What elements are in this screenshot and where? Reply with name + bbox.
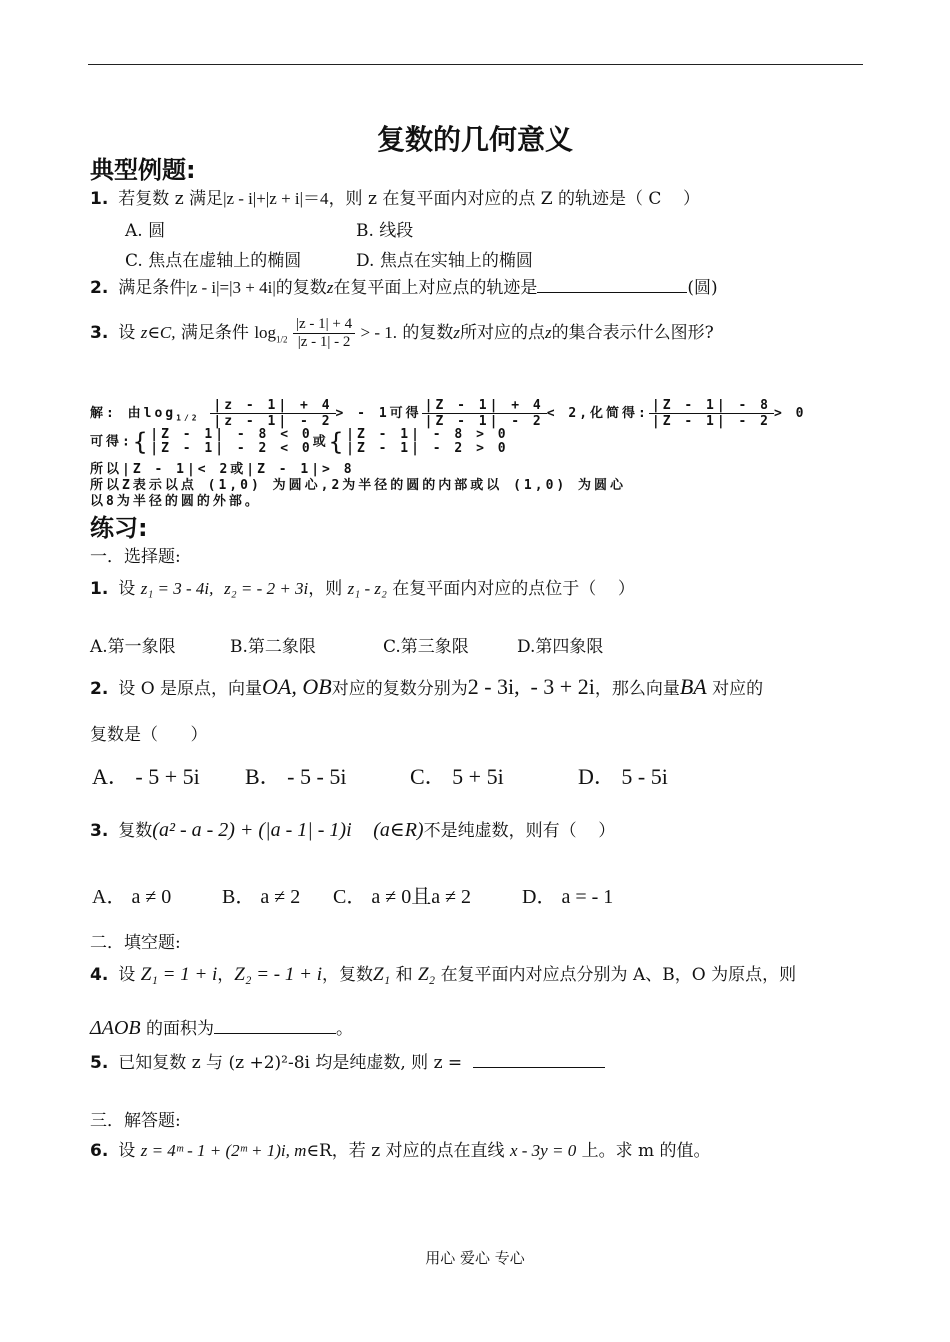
section-choice: 一．选择题: [90,547,181,567]
q-text: 满足条件 [180,323,249,343]
q-text: ，复数 [321,965,373,985]
q-expr: z = 4ᵐ - 1 + (2ᵐ + 1)i, m∈ [140,1141,319,1160]
page-footer: 用心 爱心 专心 [425,1249,525,1267]
q-expr: (a² - a - 2) + (|a - 1| - 1)i [152,819,352,841]
practice-q4 [90,960,796,986]
q-text: 设 O 是原点，向量 [118,679,263,699]
vector-oa-ob: OA, OB [262,674,332,699]
q-number: 1. [90,189,109,209]
option-b: B． - 5 - 5i [245,764,347,789]
fraction [293,316,355,351]
option-b: B.第二象限 [230,637,316,657]
option-a: A. 圆 [125,221,166,241]
practice-q6 [90,1136,711,1161]
q-text: 的复数 [275,278,327,298]
q-expr: 2 - 3i, [467,674,520,699]
page-title: 复数的几何意义 [376,123,573,156]
q-text: 不是纯虚数，则有（ [423,821,577,841]
denominator: |z - 1| - 2 [297,334,351,350]
q-number: 6. [90,1141,109,1161]
q-text: 设 [118,579,136,599]
q-cond: (a∈R) [373,819,424,841]
q-text: ） [617,579,635,599]
q-text: ，则 z 在复平面内对应的点 Z 的轨迹是（ [328,189,643,209]
fraction [210,398,335,429]
solution-line-5: 以8为半径的圆的外部。 [90,494,261,509]
solution-line-1 [90,398,806,429]
sol-text: 解: 由log [90,406,177,421]
sol-text: < 2,化简得: [546,406,649,421]
q-text: 复数 [118,821,153,841]
q-text: 对应的复数分别为 [331,679,468,699]
q-text: 满足条件 [118,278,187,298]
solution-line-2 [90,428,509,456]
q-expr: z₂ = - 2 + 3i [224,579,309,598]
q-expr: x - 3y = 0 [509,1141,577,1160]
q-text: 上。求 m 的值。 [581,1141,711,1161]
q-text: 若复数 z 满足 [118,189,224,209]
q-number: 2. [90,679,109,699]
system-1 [150,428,312,456]
q-text: 在复平面内对应的点位于（ [392,579,597,599]
option-c: C． a ≠ 0且a ≠ 2 [333,886,472,908]
option-b: B． a ≠ 2 [222,886,301,908]
practice-q1 [90,574,635,599]
q-var: R [318,1141,332,1161]
q-text: 复数是（ [90,725,158,745]
denominator: |Z - 1| - 2 [424,414,544,429]
solution-line-3: 所以|Z - 1|< 2或|Z - 1|> 8 [90,462,355,477]
option-d: D． a = - 1 [522,886,614,908]
q-number: 3. [90,323,109,343]
option-c: C.第三象限 [383,637,469,657]
q-var: z [453,323,461,342]
q-expr: |z - i|+|z + i|＝4 [223,189,329,208]
q-text: 已知复数 z 与 (z +2)²-8i 均是纯虚数, 则 z = [118,1053,463,1073]
q-text: 设 [118,323,136,343]
q-text: 设 [118,1141,136,1161]
q-text: 。 [336,1019,354,1039]
solution-line-4: 所以Z表示以点 (1,0) 为圆心,2为半径的圆的内部或以 (1,0) 为圆心 [90,478,627,493]
system-row: |Z - 1| - 2 > 0 [346,441,509,456]
q-var: z [545,323,552,342]
brace: { [328,428,347,456]
section-examples: 典型例题: [90,156,196,184]
q-expr: Z₁ = 1 + i [140,964,218,985]
system-row: |Z - 1| - 2 < 0 [150,441,313,456]
q-answer: C [648,189,662,209]
option-c: C． 5 + 5i [410,764,504,789]
q-expr: z₁ - z₂ [347,579,387,598]
option-d: D. 焦点在实轴上的椭圆 [356,251,533,271]
sol-text: > 0 [773,406,807,421]
sol-text: 或 [312,434,329,450]
q-cond: z∈C, [140,323,176,342]
section-fill: 二．填空题: [90,933,181,953]
option-a: A． a ≠ 0 [92,886,172,908]
system-row: |Z - 1| - 8 > 0 [346,427,509,442]
q-number: 5. [90,1053,109,1073]
q-text: ，若 z 对应的点在直线 [331,1141,505,1161]
q-text: 对应的 [712,679,764,699]
q-expr: - 3 + 2i [530,674,595,699]
q-text: ，那么向量 [594,679,680,699]
option-a: A． - 5 + 5i [92,764,200,789]
fraction [422,398,547,429]
q-expr: Z₂ = - 1 + i [234,964,322,985]
fraction [649,398,774,429]
numerator: |Z - 1| - 8 [649,398,774,414]
system-row: |Z - 1| - 8 < 0 [150,427,313,442]
q-answer: (圆) [687,278,718,298]
numerator: |z - 1| + 4 [293,316,355,334]
q-text: 所对应的点 [460,323,546,343]
numerator: |z - 1| + 4 [210,398,335,414]
q-number: 2. [90,278,109,298]
q-number: 4. [90,965,109,985]
q-text: 在复平面上对应点的轨迹是 [333,278,538,298]
q-text: 在复平面内对应点分别为 A、B，O 为原点，则 [440,965,797,985]
practice-q2 [90,674,763,700]
system-2 [346,428,508,456]
option-d: D.第四象限 [517,637,604,657]
q-text: 的复数 [402,323,454,343]
option-a: A.第一象限 [90,637,176,657]
q-expr: ΔAOB [90,1017,141,1039]
q-var: z [326,278,334,297]
q-text: ， [217,965,235,985]
q-var: Z₁ [372,964,391,985]
q-text: 的集合表示什么图形? [551,323,714,343]
option-c: C. 焦点在虚轴上的椭圆 [125,251,302,271]
q-text: ） [598,821,616,841]
example-q3 [90,316,714,368]
sol-text: 可得: [90,434,133,450]
section-practice: 练习: [90,514,148,542]
practice-q4-cont [90,1014,353,1040]
answer-blank [537,292,687,293]
practice-q5 [90,1048,605,1073]
practice-q2-cont [90,720,207,745]
q-var: Z₂ [417,964,436,985]
q-text: 的面积为 [146,1019,215,1039]
log-base: 1/2 [176,413,200,423]
option-d: D． 5 - 5i [578,764,668,789]
section-answer: 三．解答题: [90,1111,181,1131]
header-rule [88,64,863,65]
q-number: 3. [90,821,109,841]
numerator: |Z - 1| + 4 [422,398,547,414]
q-text: ，则 [308,579,343,599]
example-q1 [90,184,700,209]
q-expr: z₁ = 3 - 4i, [140,579,214,598]
vector-ba: BA [679,674,707,699]
q-number: 1. [90,579,109,599]
sol-text: > - 1可得 [335,406,422,421]
answer-blank [214,1033,336,1034]
denominator: |z - 1| - 2 [213,414,333,429]
denominator: |Z - 1| - 2 [651,414,771,429]
q-expr: > - 1. [360,323,397,342]
log-base: 1/2 [276,334,288,345]
log-symbol: log [254,323,277,342]
practice-q3 [90,816,615,842]
q-text: ） [683,189,700,209]
q-expr: |z - i|=|3 + 4i| [186,278,276,297]
q-text: 和 [395,965,413,985]
q-text: 设 [118,965,136,985]
example-q2 [90,273,718,298]
answer-blank [473,1067,605,1068]
q-text: ） [190,725,208,745]
brace: { [132,428,151,456]
option-b: B. 线段 [356,221,414,241]
